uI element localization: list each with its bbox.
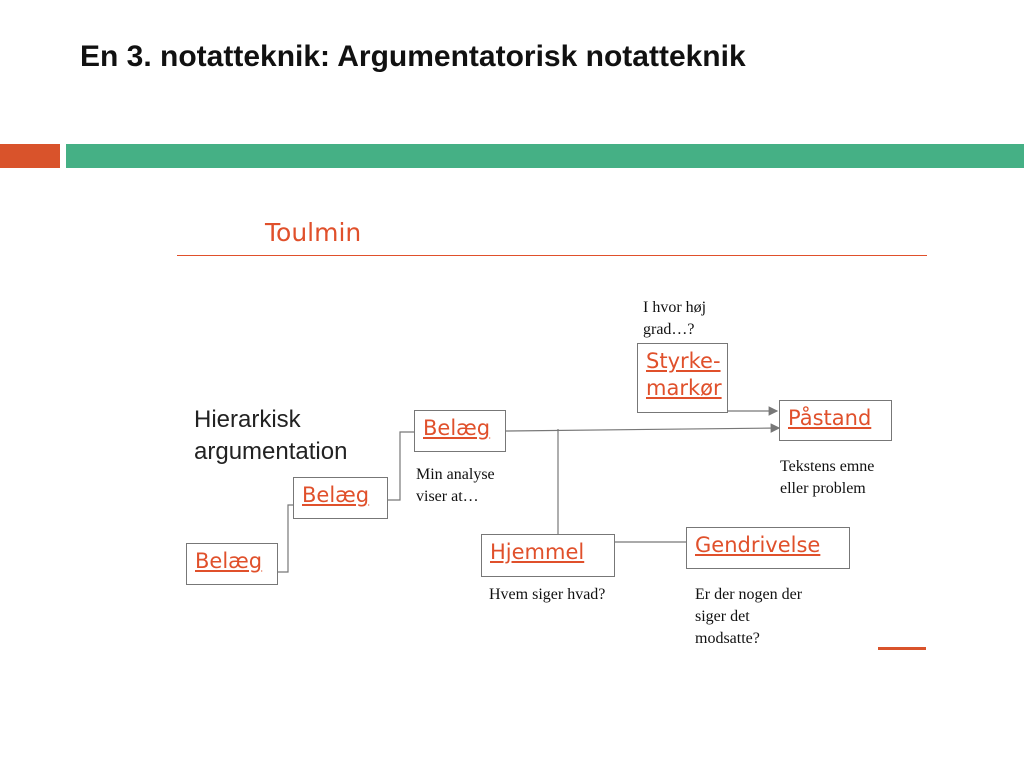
slide-title: En 3. notatteknik: Argumentatorisk notatteknik (80, 40, 746, 73)
paastand-box: Påstand (779, 400, 892, 441)
styrke-question-line2: grad…? (643, 321, 695, 338)
belaeg-box-low: Belæg (186, 543, 278, 585)
gendrivelse-box: Gendrivelse (686, 527, 850, 569)
belaeg-note (416, 464, 495, 508)
styrke-question (643, 297, 706, 341)
connector-low-to-mid (278, 505, 293, 572)
diagram-heading: Toulmin (265, 218, 362, 247)
gendrivelse-note-line1: Er der nogen der (695, 586, 803, 603)
styrke-label-line1: Styrke- (646, 349, 721, 373)
connector-mid-to-top (388, 432, 414, 500)
belaeg-box-top: Belæg (414, 410, 506, 452)
styrke-question-line1: I hvor høj (643, 299, 707, 316)
belaeg-note-line1: Min analyse (416, 466, 495, 483)
hierarchy-label-line1: Hierarkisk (194, 406, 301, 433)
hjemmel-box: Hjemmel (481, 534, 615, 577)
styrke-box (637, 343, 728, 413)
paastand-note-line2: eller problem (780, 480, 866, 497)
hjemmel-note: Hvem siger hvad? (489, 586, 606, 603)
gendrivelse-note-line2: siger det (695, 608, 750, 625)
gendrivelse-note-line3: modsatte? (695, 630, 760, 647)
styrke-label-line2: markør (646, 376, 722, 400)
belaeg-note-line2: viser at… (416, 488, 479, 505)
gendrivelse-note (695, 584, 802, 650)
connector-belaeg-to-paastand (506, 428, 779, 431)
paastand-note (780, 456, 874, 500)
belaeg-box-mid: Belæg (293, 477, 388, 519)
corner-accent-line (878, 647, 926, 650)
paastand-note-line1: Tekstens emne (780, 458, 875, 475)
hierarchy-label-line2: argumentation (194, 438, 348, 465)
